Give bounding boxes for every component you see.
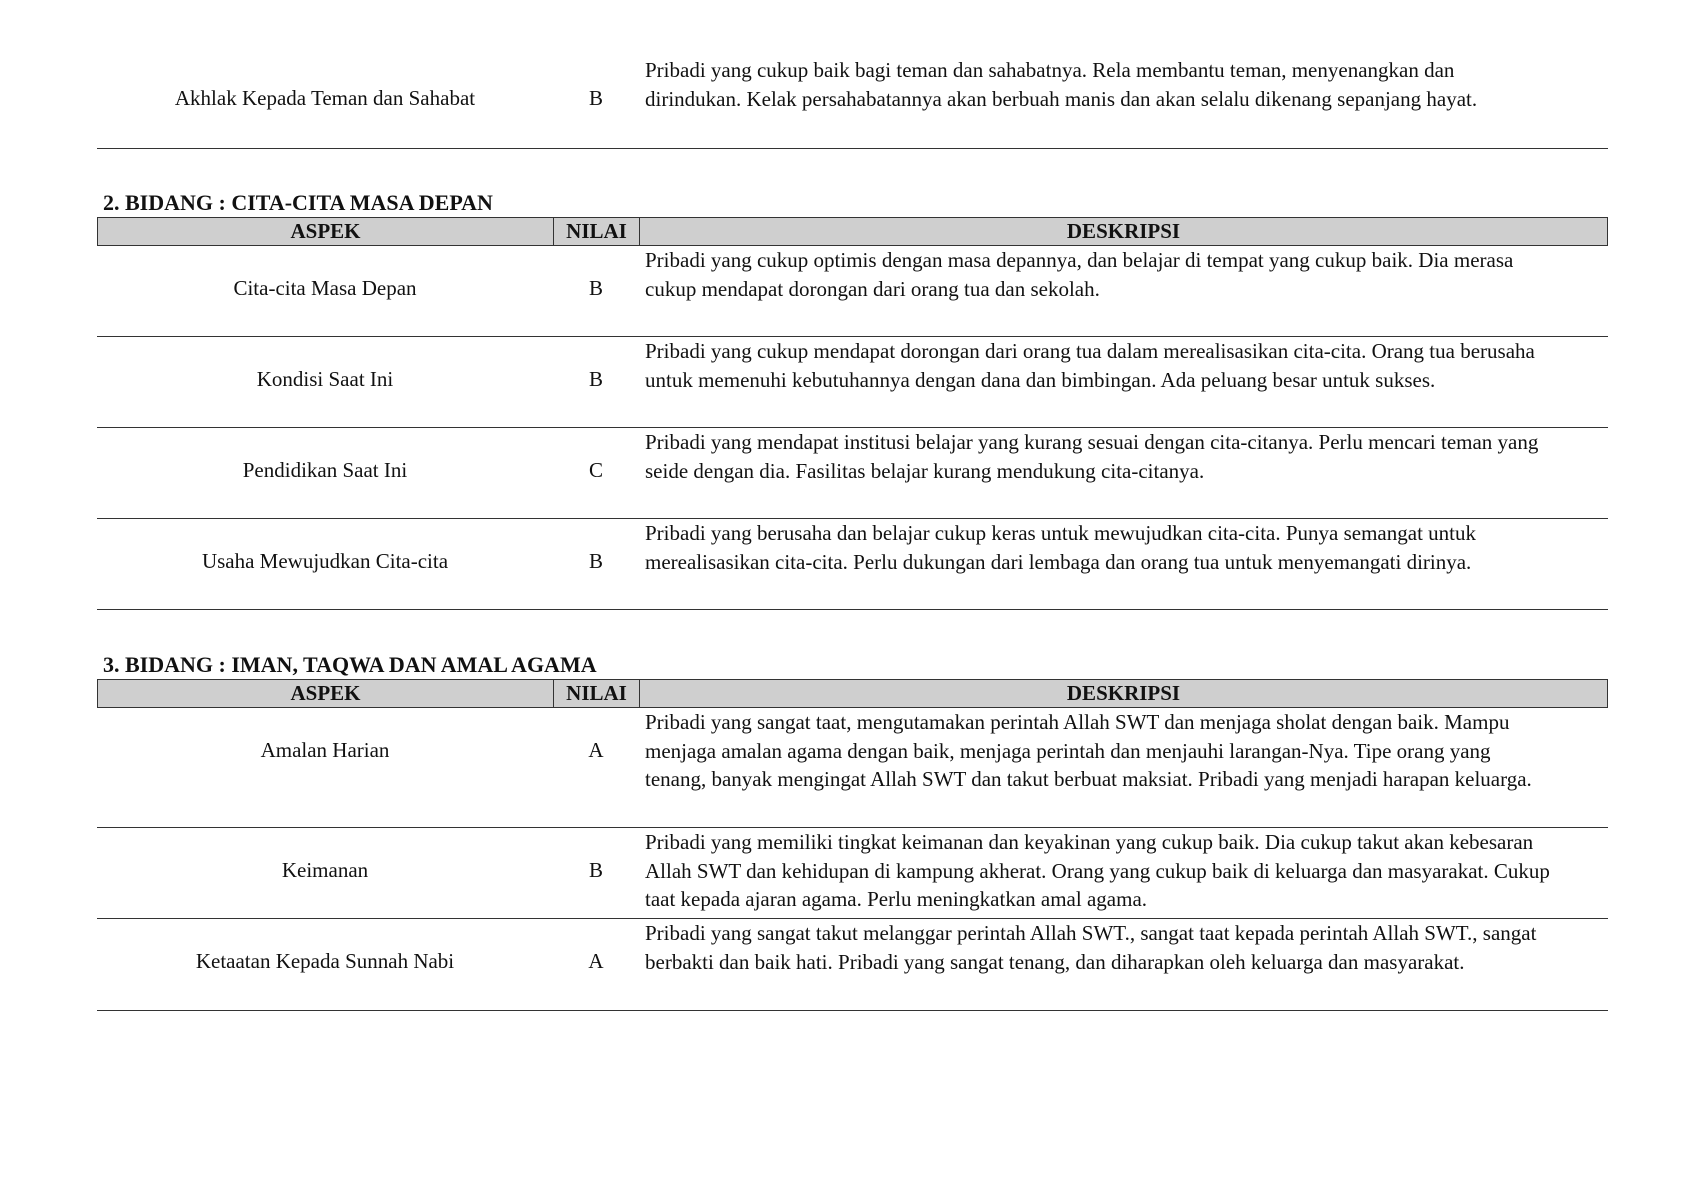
- deskripsi-line: Allah SWT dan kehidupan di kampung akherat. Orang yang cukup baik di keluarga dan masyarakat. Cukup: [645, 858, 1550, 883]
- deskripsi-cell: [645, 337, 1607, 394]
- table-row: [97, 428, 1608, 519]
- deskripsi-cell: [645, 246, 1607, 303]
- nilai-cell: A: [588, 738, 604, 762]
- nilai-cell: B: [588, 86, 603, 110]
- deskripsi-line: cukup mendapat dorongan dari orang tua dan sekolah.: [645, 276, 1100, 301]
- nilai-cell: C: [588, 458, 603, 482]
- deskripsi-line: Pribadi yang sangat taat, mengutamakan perintah Allah SWT dan menjaga sholat dengan baik. Mampu: [645, 710, 1510, 734]
- nilai-cell: B: [588, 367, 603, 391]
- deskripsi-cell: [645, 428, 1607, 485]
- deskripsi-cell: [645, 828, 1607, 914]
- header-aspek: ASPEK: [98, 680, 554, 707]
- header-aspek: ASPEK: [98, 218, 554, 245]
- aspek-cell: Ketaatan Kepada Sunnah Nabi: [195, 949, 455, 973]
- deskripsi-line: Pribadi yang memiliki tingkat keimanan dan keyakinan yang cukup baik. Dia cukup takut akan kebesaran: [645, 830, 1534, 854]
- header-nilai: NILAI: [554, 680, 640, 707]
- table-row: [97, 246, 1608, 337]
- deskripsi-cell: [645, 519, 1607, 576]
- header-deskripsi: DESKRIPSI: [1066, 219, 1181, 243]
- table-row: [97, 337, 1608, 428]
- deskripsi-cell: [645, 56, 1605, 113]
- section-title: 2. BIDANG : CITA-CITA MASA DEPAN: [103, 190, 493, 215]
- table-row: [97, 828, 1608, 919]
- nilai-cell: B: [588, 858, 603, 882]
- deskripsi-line: Pribadi yang cukup baik bagi teman dan sahabatnya. Rela membantu teman, menyenangkan dan: [645, 58, 1455, 82]
- table-row: [97, 708, 1608, 828]
- deskripsi-line: berbakti dan baik hati. Pribadi yang sangat tenang, dan diharapkan oleh keluarga dan masyarakat.: [645, 949, 1465, 974]
- table-row: [97, 919, 1608, 1011]
- deskripsi-line: Pribadi yang cukup mendapat dorongan dari orang tua dalam merealisasikan cita-cita. Orang tua berusaha: [645, 339, 1535, 363]
- deskripsi-line: untuk memenuhi kebutuhannya dengan dana dan bimbingan. Ada peluang besar untuk sukses.: [645, 367, 1436, 392]
- deskripsi-cell: [645, 708, 1607, 794]
- aspek-cell: Akhlak Kepada Teman dan Sahabat: [174, 86, 476, 110]
- nilai-cell: A: [588, 949, 604, 973]
- deskripsi-line: Pribadi yang sangat takut melanggar perintah Allah SWT., sangat taat kepada perintah Allah SWT., sangat: [645, 921, 1537, 945]
- table-header: [97, 679, 1608, 708]
- section-title: 3. BIDANG : IMAN, TAQWA DAN AMAL AGAMA: [103, 652, 597, 677]
- deskripsi-line: tenang, banyak mengingat Allah SWT dan takut berbuat maksiat. Pribadi yang menjadi harapan keluarga.: [645, 767, 1532, 791]
- deskripsi-line: dirindukan. Kelak persahabatannya akan berbuah manis dan akan selalu dikenang sepanjang hayat.: [645, 86, 1478, 111]
- deskripsi-cell: [645, 919, 1607, 976]
- deskripsi-line: seide dengan dia. Fasilitas belajar kurang mendukung cita-citanya.: [645, 458, 1205, 483]
- header-deskripsi: DESKRIPSI: [1066, 681, 1181, 705]
- nilai-cell: B: [588, 549, 603, 573]
- aspek-cell: Amalan Harian: [260, 738, 390, 762]
- deskripsi-line: Pribadi yang mendapat institusi belajar yang kurang sesuai dengan cita-citanya. Perlu mencari teman yang: [645, 430, 1539, 454]
- table-header: [97, 217, 1608, 246]
- deskripsi-line: Pribadi yang berusaha dan belajar cukup keras untuk mewujudkan cita-cita. Punya semangat untuk: [645, 521, 1476, 545]
- aspek-cell: Usaha Mewujudkan Cita-cita: [201, 549, 449, 573]
- aspek-cell: Cita-cita Masa Depan: [233, 276, 417, 300]
- header-nilai: NILAI: [554, 218, 640, 245]
- table-row: [97, 519, 1608, 610]
- deskripsi-line: menjaga amalan agama dengan baik, menjaga perintah dan menjauhi larangan-Nya. Tipe orang yang: [645, 738, 1491, 763]
- aspek-cell: Kondisi Saat Ini: [256, 367, 394, 391]
- deskripsi-line: taat kepada ajaran agama. Perlu meningkatkan amal agama.: [645, 887, 1148, 911]
- deskripsi-line: merealisasikan cita-cita. Perlu dukungan dari lembaga dan orang tua untuk menyemangati dirinya.: [645, 549, 1472, 574]
- nilai-cell: B: [588, 276, 603, 300]
- aspek-cell: Keimanan: [281, 858, 369, 882]
- table-row: [97, 54, 1608, 149]
- deskripsi-line: Pribadi yang cukup optimis dengan masa depannya, dan belajar di tempat yang cukup baik. Dia merasa: [645, 248, 1514, 272]
- aspek-cell: Pendidikan Saat Ini: [242, 458, 408, 482]
